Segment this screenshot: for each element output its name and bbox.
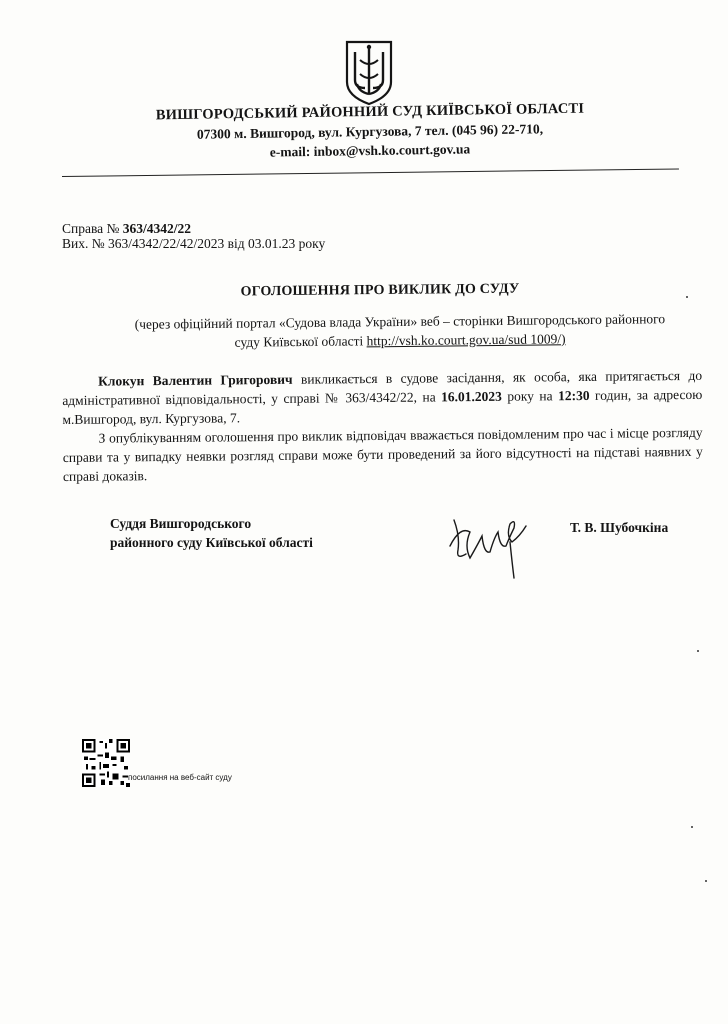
case-number: 363/4342/22 <box>122 221 192 236</box>
header-divider <box>62 168 679 177</box>
qr-caption: посилання на веб-сайт суду <box>128 773 232 782</box>
outgoing-number: Вих. № 363/4342/22/42/2023 від 03.01.23 року <box>62 236 326 251</box>
case-number-line <box>62 221 191 237</box>
consequence-paragraph: З опублікуванням оголошення про виклик відповідач вважається повідомленим про час і місце розгляду справи та у випадку неявки розгляд справи може бути проведений за його відсутності на підставі наявних у справі доказів. <box>62 424 703 484</box>
scan-speck <box>686 296 688 298</box>
judge-name: Т. В. Шубочкіна <box>570 520 669 535</box>
notice-body <box>62 366 703 486</box>
court-website-link[interactable]: http://vsh.ko.court.gov.ua/sud 1009/) <box>366 331 566 349</box>
portal-line-2-prefix: суду Київської області <box>234 333 367 350</box>
coat-of-arms-icon <box>343 38 395 106</box>
hearing-time: 12:30 <box>557 387 590 404</box>
scan-speck <box>697 650 699 652</box>
scan-speck <box>691 826 693 828</box>
notice-title: ОГОЛОШЕННЯ ПРО ВИКЛИК ДО СУДУ <box>240 281 520 300</box>
qr-code-icon <box>82 739 130 787</box>
portal-note <box>100 309 700 353</box>
portal-line-1: (через офіційний портал «Судова влада України» веб – сторінки Вишгородського районного <box>134 311 666 332</box>
court-email: e-mail: inbox@vsh.ko.court.gov.ua <box>269 141 471 160</box>
court-address: 07300 м. Вишгород, вул. Кургузова, 7 тел. (045 96) 22-710, <box>196 121 544 142</box>
court-name: ВИШГОРОДСЬКИЙ РАЙОННИЙ СУД КИЇВСЬКОЇ ОБЛАСТІ <box>155 100 585 124</box>
handwritten-signature <box>440 506 540 584</box>
judge-title: Суддя Вишгородського районного суду Київської області <box>110 516 313 550</box>
case-label: Справа № <box>62 221 123 236</box>
summons-paragraph: Клокун Валентин Григорович викликається в судове засідання, як особа, яка притягається до адміністративної відповідальності, у справі № 363/4342/22, на 16.01.2023 року на 12:30 годин, за адресою м.Вишгород, вул. Кургузова, 7. <box>62 367 703 427</box>
scan-speck <box>705 880 707 882</box>
hearing-date: 16.01.2023 <box>441 388 502 405</box>
summoned-person: Клокун Валентин Григорович <box>98 371 293 389</box>
